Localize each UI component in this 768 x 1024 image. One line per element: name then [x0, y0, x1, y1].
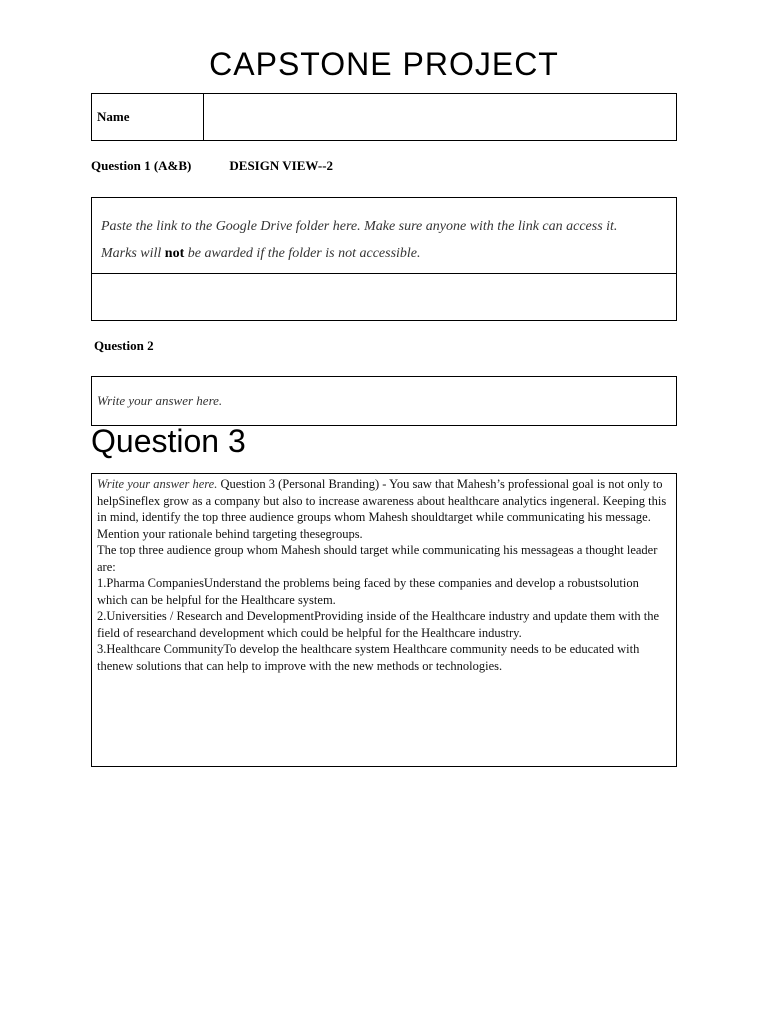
- question1-label: Question 1 (A&B): [91, 158, 192, 173]
- answer-point-3: 3.Healthcare CommunityTo develop the healthcare system Healthcare community needs to be educated with thenew solutions that can help to improve with the new methods or technologies.: [97, 642, 640, 673]
- question1-header: [91, 158, 333, 174]
- name-table: [91, 93, 677, 141]
- question2-answer-field[interactable]: Write your answer here.: [91, 376, 677, 426]
- instruction-bold-text: not: [164, 246, 185, 261]
- question2-label: Question 2: [94, 338, 154, 353]
- instruction-line-2: [101, 240, 676, 267]
- question1-subtitle: DESIGN VIEW--2: [229, 158, 334, 173]
- name-field[interactable]: [204, 94, 676, 140]
- question3-answer-field[interactable]: [91, 473, 677, 767]
- answer-point-1: 1.Pharma CompaniesUnderstand the problems being faced by these companies and develop a robustsolution which can be helpful for the Healthcare system.: [97, 576, 639, 607]
- name-label: Name: [92, 94, 204, 140]
- question3-heading: Question 3: [91, 423, 246, 459]
- question3-prompt: [97, 476, 671, 542]
- answer-point-2: 2.Universities / Research and DevelopmentProviding inside of the Healthcare industry and update them with the field of researchand development which could be helpful for the Healthcare industry.: [97, 609, 660, 640]
- answer-placeholder: Write your answer here.: [97, 477, 218, 491]
- instruction-line-1: Paste the link to the Google Drive folder here. Make sure anyone with the link can access it.: [101, 219, 618, 234]
- question-text: Question 3 (Personal Branding) - You saw that Mahesh’s professional goal is not only to helpSineflex grow as a company but also to increase awareness about healthcare analytics ingeneral. Keeping this in mind, identify the top three audience groups whom Mahesh shouldtarget while communicating his message. Mention your rationale behind targeting thesegroups.: [97, 477, 667, 541]
- question1-instruction: [92, 198, 676, 274]
- answer-intro: The top three audience group whom Mahesh should target while communicating his messageas a thought leader are:: [97, 543, 658, 574]
- instruction-text: Marks will: [101, 246, 165, 261]
- question1-table: [91, 197, 677, 321]
- document-title: CAPSTONE PROJECT: [209, 46, 559, 82]
- instruction-text: be awarded if the folder is not accessible.: [184, 246, 421, 261]
